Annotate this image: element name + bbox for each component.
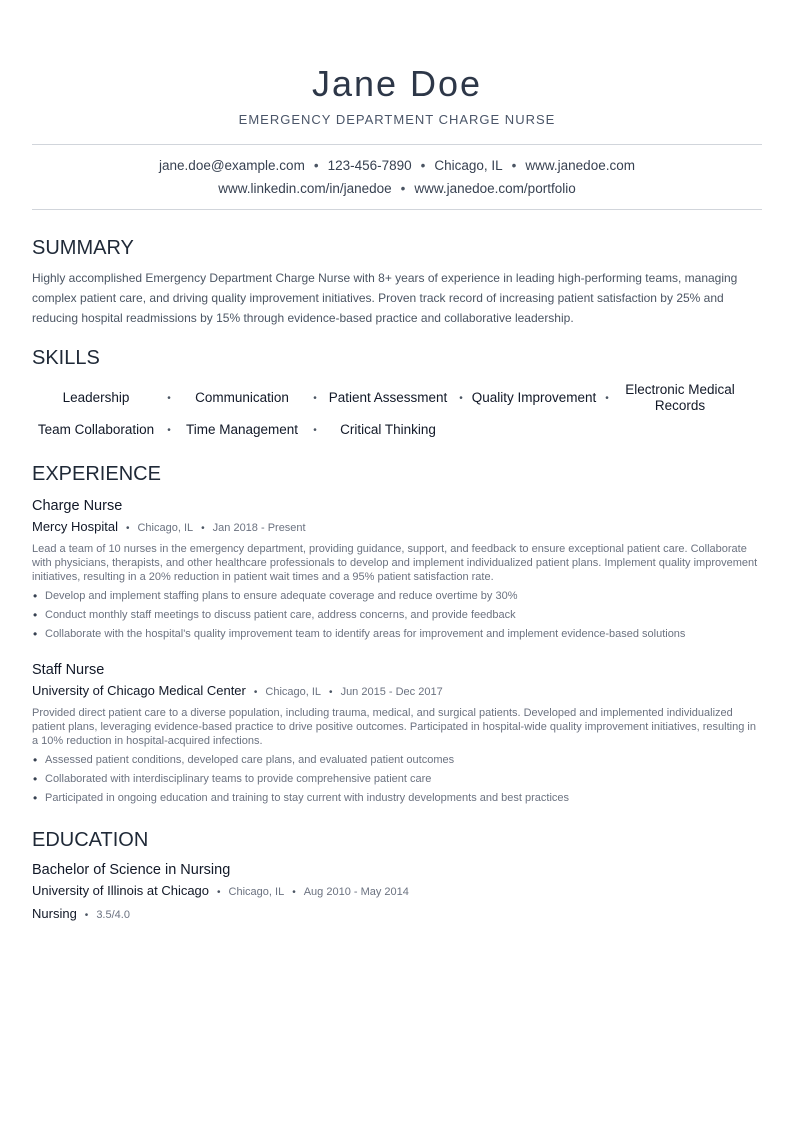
- experience-heading: EXPERIENCE: [32, 463, 161, 485]
- contact-divider: [32, 209, 762, 210]
- bullet-text: Collaborate with the hospital's quality improvement team to identify areas for improvement and implement evidence-based solutions: [45, 628, 686, 640]
- separator-dot: •: [511, 158, 517, 173]
- separator-dot: •: [459, 392, 463, 404]
- contact-portfolio[interactable]: www.janedoe.com/portfolio: [414, 181, 576, 196]
- education-gpa: 3.5/4.0: [96, 909, 130, 921]
- list-item: [32, 587, 762, 606]
- job-entry: [32, 660, 762, 808]
- job-description: Provided direct patient care to a diverse population, including trauma, medical, and surgical patients. Developed and implemented individualized patient plans, leveraging evidence-based practice to drive positive outcomes. Participated in hospital-wide quality improvement initiatives, resulting in a 10% reduction in hospital-acquired infections.: [32, 707, 756, 747]
- summary-section: [32, 236, 762, 328]
- skills-section: [32, 346, 762, 444]
- contact-location: Chicago, IL: [434, 158, 503, 173]
- contact-website[interactable]: www.janedoe.com: [525, 158, 635, 173]
- bullet-text: Participated in ongoing education and training to stay current with industry developments and best practices: [45, 792, 570, 804]
- separator-dot: •: [253, 687, 258, 698]
- separator-dot: •: [84, 910, 89, 921]
- separator-dot: •: [167, 424, 171, 436]
- contact-email[interactable]: jane.doe@example.com: [159, 158, 305, 173]
- education-school: University of Illinois at Chicago: [32, 883, 210, 898]
- summary-heading: SUMMARY: [32, 237, 134, 259]
- bullet-text: Collaborated with interdisciplinary teams to provide comprehensive patient care: [45, 773, 432, 785]
- separator-dot: •: [292, 887, 296, 898]
- education-degree: Bachelor of Science in Nursing: [32, 862, 231, 878]
- education-section: [32, 828, 762, 926]
- bullet-icon: •: [33, 589, 38, 603]
- separator-dot: •: [420, 158, 426, 173]
- contact-line-1: [32, 154, 762, 177]
- job-employer: University of Chicago Medical Center: [32, 683, 246, 698]
- job-title: Staff Nurse: [32, 662, 105, 678]
- education-heading: EDUCATION: [32, 829, 149, 851]
- job-meta: [32, 681, 762, 703]
- contact-phone[interactable]: 123-456-7890: [327, 158, 412, 173]
- bullet-text: Develop and implement staffing plans to ensure adequate coverage and reduce overtime by 30%: [45, 590, 518, 602]
- contact-info: [32, 145, 762, 209]
- skills-grid: [32, 380, 762, 444]
- skill-item: Critical Thinking: [340, 422, 436, 437]
- list-item: [32, 789, 762, 808]
- job-meta: [32, 517, 762, 539]
- resume-header: [32, 0, 762, 128]
- contact-linkedin[interactable]: www.linkedin.com/in/janedoe: [218, 181, 392, 196]
- separator-dot: •: [125, 523, 130, 534]
- education-major-row: [32, 904, 762, 926]
- education-meta: [32, 881, 762, 903]
- skills-heading: SKILLS: [32, 347, 100, 369]
- education-major: Nursing: [32, 906, 77, 921]
- list-item: [32, 625, 762, 644]
- contact-line-2: [32, 177, 762, 200]
- job-dates: Jun 2015 - Dec 2017: [340, 686, 443, 698]
- summary-text: Highly accomplished Emergency Department Charge Nurse with 8+ years of experience in leading high-performing teams, managing complex patient care, and driving quality improvement initiatives. Proven track record of increasing patient satisfaction by 25% and reducing hospital readmissions by 15% through evidence-based practice and collaborative leadership.: [32, 271, 738, 325]
- bullet-icon: •: [33, 772, 38, 786]
- separator-dot: •: [400, 181, 406, 196]
- bullet-icon: •: [33, 753, 38, 767]
- skill-item: Communication: [195, 390, 289, 405]
- bullet-text: Conduct monthly staff meetings to discuss patient care, address concerns, and provide feedback: [45, 609, 516, 621]
- job-dates: Jan 2018 - Present: [212, 522, 306, 534]
- skill-item: Electronic Medical Records: [625, 382, 735, 413]
- list-item: [32, 751, 762, 770]
- separator-dot: •: [329, 687, 333, 698]
- separator-dot: •: [201, 523, 205, 534]
- skill-item: Time Management: [185, 422, 299, 437]
- job-entry: [32, 496, 762, 644]
- bullet-icon: •: [33, 627, 38, 641]
- separator-dot: •: [313, 424, 317, 436]
- separator-dot: •: [217, 887, 221, 898]
- skill-item: Quality Improvement: [471, 390, 597, 405]
- job-location: Chicago, IL: [137, 522, 194, 534]
- job-description: Lead a team of 10 nurses in the emergency department, providing guidance, support, and feedback to ensure exceptional patient care. Collaborate with physicians, therapists, and other healthcare professionals to develop and implement individualized patient plans. Implement quality improvement initiatives, resulting in a 20% reduction in patient wait times and a 95% patient satisfaction rate.: [32, 543, 758, 583]
- resume-page: [32, 0, 762, 926]
- education-dates: Aug 2010 - May 2014: [303, 886, 409, 898]
- skill-item: Patient Assessment: [328, 390, 448, 405]
- experience-section: [32, 462, 762, 808]
- candidate-title: EMERGENCY DEPARTMENT CHARGE NURSE: [238, 112, 556, 127]
- skill-item: Team Collaboration: [37, 422, 155, 437]
- education-location: Chicago, IL: [228, 886, 285, 898]
- job-title: Charge Nurse: [32, 498, 123, 514]
- job-bullets: [32, 751, 762, 808]
- skill-item: Leadership: [62, 390, 130, 405]
- job-location: Chicago, IL: [265, 686, 322, 698]
- separator-dot: •: [313, 158, 319, 173]
- bullet-icon: •: [33, 791, 38, 805]
- job-bullets: [32, 587, 762, 644]
- bullet-icon: •: [33, 608, 38, 622]
- bullet-text: Assessed patient conditions, developed care plans, and evaluated patient outcomes: [45, 754, 455, 766]
- job-employer: Mercy Hospital: [32, 519, 118, 534]
- separator-dot: •: [313, 392, 317, 404]
- candidate-name: Jane Doe: [311, 63, 483, 104]
- separator-dot: •: [605, 392, 609, 404]
- list-item: [32, 606, 762, 625]
- separator-dot: •: [167, 392, 171, 404]
- list-item: [32, 770, 762, 789]
